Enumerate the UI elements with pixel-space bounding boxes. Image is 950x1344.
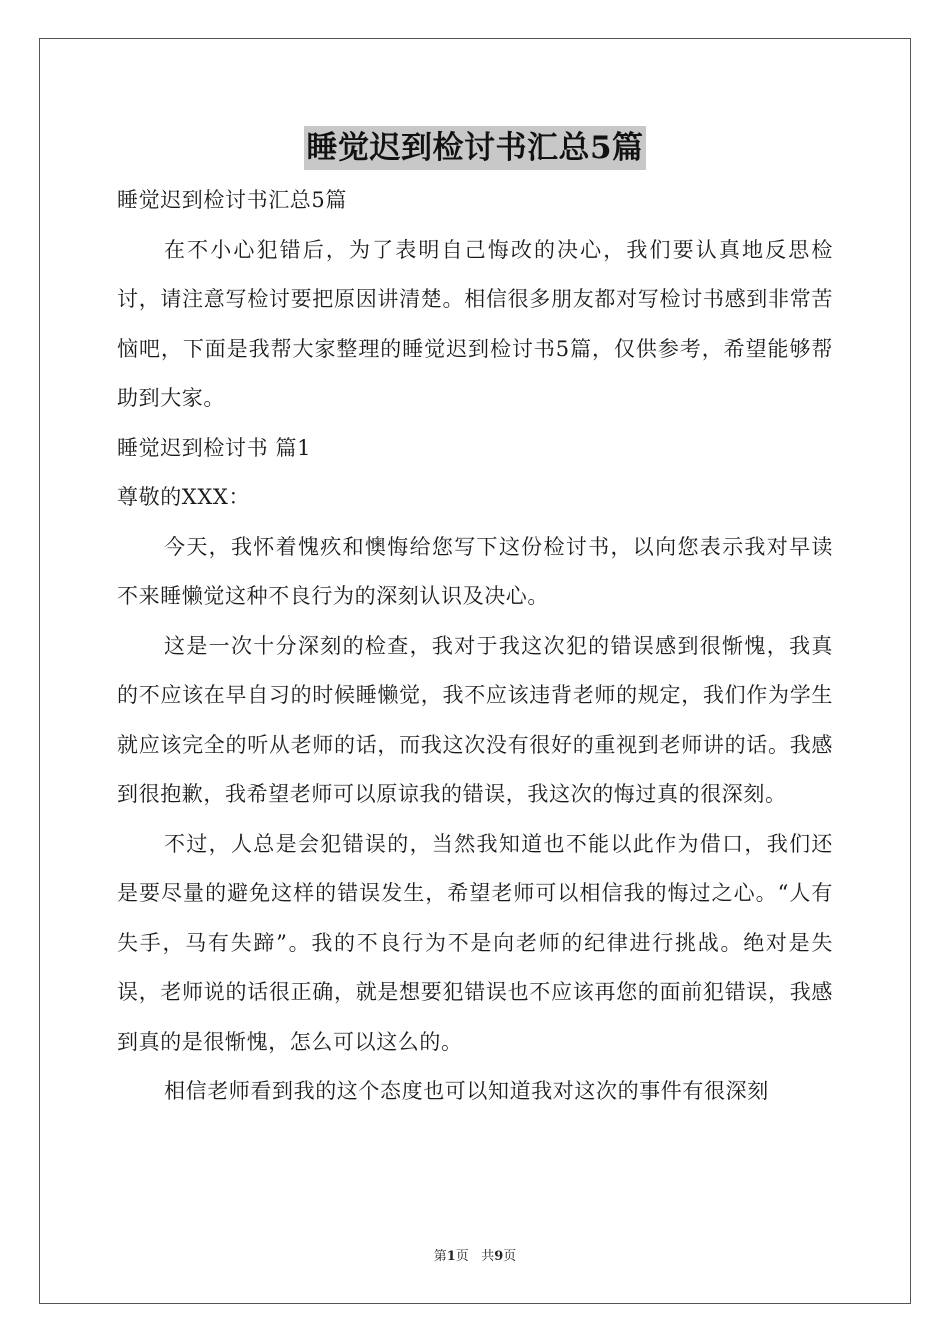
document-title: 睡觉迟到检讨书汇总5篇 [304, 126, 645, 170]
paragraph: 今天，我怀着愧疚和懊悔给您写下这份检讨书，以向您表示我对早读不来睡懒觉这种不良行为的深刻认识及决心。 [117, 534, 833, 608]
salutation: 尊敬的XXX： [117, 485, 251, 509]
total-pages: 9 [494, 1249, 504, 1264]
page-prefix: 第 [433, 1249, 447, 1264]
section-heading: 睡觉迟到检讨书 篇1 [117, 435, 312, 460]
paragraph: 睡觉迟到检讨书汇总5篇 [117, 188, 347, 212]
total-suffix: 页 [503, 1249, 517, 1264]
page-footer [0, 1245, 950, 1264]
paragraph: 这是一次十分深刻的检查，我对于我这次犯的错误感到很惭愧，我真的不应该在早自习的时候睡懒觉，我不应该违背老师的规定，我们作为学生就应该完全的听从老师的话，而我这次没有很好的重视到老师讲的话。我感到很抱歉，我希望老师可以原谅我的错误，我这次的悔过真的很深刻。 [117, 633, 833, 806]
paragraph: 不过，人总是会犯错误的，当然我知道也不能以此作为借口，我们还是要尽量的避免这样的错误发生，希望老师可以相信我的悔过之心。“人有失手，马有失蹄”。我的不良行为不是向老师的纪律进行挑战。绝对是失误，老师说的话很正确，就是想要犯错误也不应该再您的面前犯错误，我感到真的是很惭愧，怎么可以这么的。 [117, 831, 833, 1054]
title-container [0, 126, 950, 170]
page-suffix: 页 [455, 1249, 469, 1264]
total-prefix: 共 [481, 1249, 495, 1264]
document-body [117, 176, 833, 1117]
page-number: 1 [446, 1249, 456, 1264]
paragraph: 相信老师看到我的这个态度也可以知道我对这次的事件有很深刻 [164, 1079, 769, 1103]
paragraph: 在不小心犯错后，为了表明自己悔改的决心，我们要认真地反思检讨，请注意写检讨要把原因讲清楚。相信很多朋友都对写检讨书感到非常苦恼吧，下面是我帮大家整理的睡觉迟到检讨书5篇，仅供参考，希望能够帮助到大家。 [117, 237, 833, 410]
